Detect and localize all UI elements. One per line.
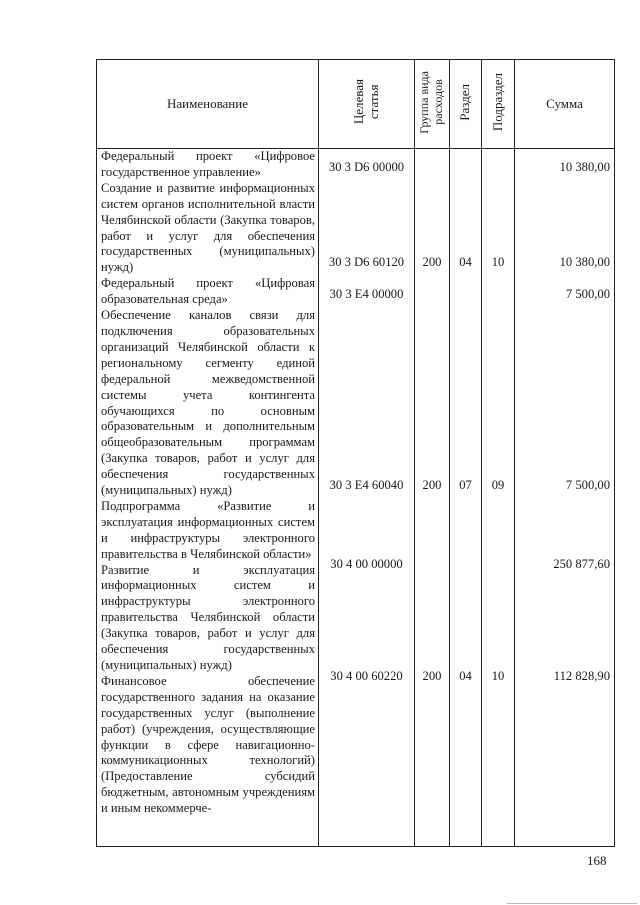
row-sum-1: 10 380,00 [559,255,610,269]
sections-column [450,149,482,847]
row-name-0: Федеральный проект «Цифровое государственное управление» [101,149,315,179]
sums-column [515,149,615,847]
header-target-article-label: Целевая статья [350,79,381,125]
row-subsection-3: 09 [491,478,505,492]
row-subsection-1: 10 [491,255,505,269]
header-section-label: Раздел [457,83,473,121]
header-expense-group-label: Группа вида расходов [417,70,445,134]
row-sum-3: 7 500,00 [565,478,610,492]
row-name-6: Финансовое обеспечение государственного задания на оказание государственных услуг (выполнение работ) (учреждения, осуществляющие функции в сфере навигационно-коммуникационных технологий) (Предоставление субсидий бюджетным, автономным учреждениям и иным некоммерче- [101,673,315,816]
row-name-3: Обеспечение каналов связи для подключения образовательных организаций Челябинской области к региональному сегменту единой федеральной межведомственной системы учета контингента обучающихся по основным образовательным и дополнительным общеобразовательным программам (Закупка товаров, работ и услуг для обеспечения государственных (муниципальных) нужд) [101,308,315,498]
row-sum-5: 112 828,90 [553,669,610,683]
row-section-5: 04 [459,669,472,683]
row-code-1: 30 3 D6 60120 [328,255,405,269]
groups-column [415,149,450,847]
row-code-2: 30 3 E4 00000 [329,287,404,301]
footer-divider [507,903,637,904]
header-section [450,60,482,149]
subsections-column [482,149,515,847]
header-subsection-label: Подраздел [489,72,505,132]
row-name-4: Подпрограмма «Развитие и эксплуатация информационных систем и инфраструктуры электронного правительства в Челябинской области» [101,498,315,561]
budget-table [96,59,615,847]
row-name-1: Создание и развитие информационных систем органов исполнительной власти Челябинской области (Закупка товаров, работ и услуг для обеспечения государственных (муниципальных) нужд) [101,180,315,275]
row-section-3: 07 [459,478,472,492]
header-subsection [482,60,515,149]
codes-column [319,149,415,847]
row-group-1: 200 [422,255,442,269]
header-expense-group [415,60,450,149]
table-header-row [97,60,615,149]
row-code-4: 30 4 00 00000 [330,557,403,571]
row-code-5: 30 4 00 60220 [330,669,403,683]
row-sum-0: 10 380,00 [559,160,610,174]
header-sum: Сумма [515,60,615,149]
header-target-article [319,60,415,149]
row-group-5: 200 [422,669,442,683]
row-section-1: 04 [459,255,472,269]
row-code-3: 30 3 E4 60040 [329,478,404,492]
row-group-3: 200 [422,478,442,492]
row-name-5: Развитие и эксплуатация информационных систем и инфраструктуры электронного правительства Челябинской области (Закупка товаров, работ и услуг для обеспечения государственных (муниципальных) нужд) [101,562,315,672]
names-column [97,149,319,847]
table-body-row [97,149,615,847]
row-sum-4: 250 877,60 [553,557,610,571]
row-sum-2: 7 500,00 [565,287,610,301]
row-code-0: 30 3 D6 00000 [328,160,405,174]
row-name-2: Федеральный проект «Цифровая образовательная среда» [101,276,315,307]
row-subsection-5: 10 [491,669,505,683]
header-name: Наименование [97,60,319,149]
page-number: 168 [587,853,607,868]
